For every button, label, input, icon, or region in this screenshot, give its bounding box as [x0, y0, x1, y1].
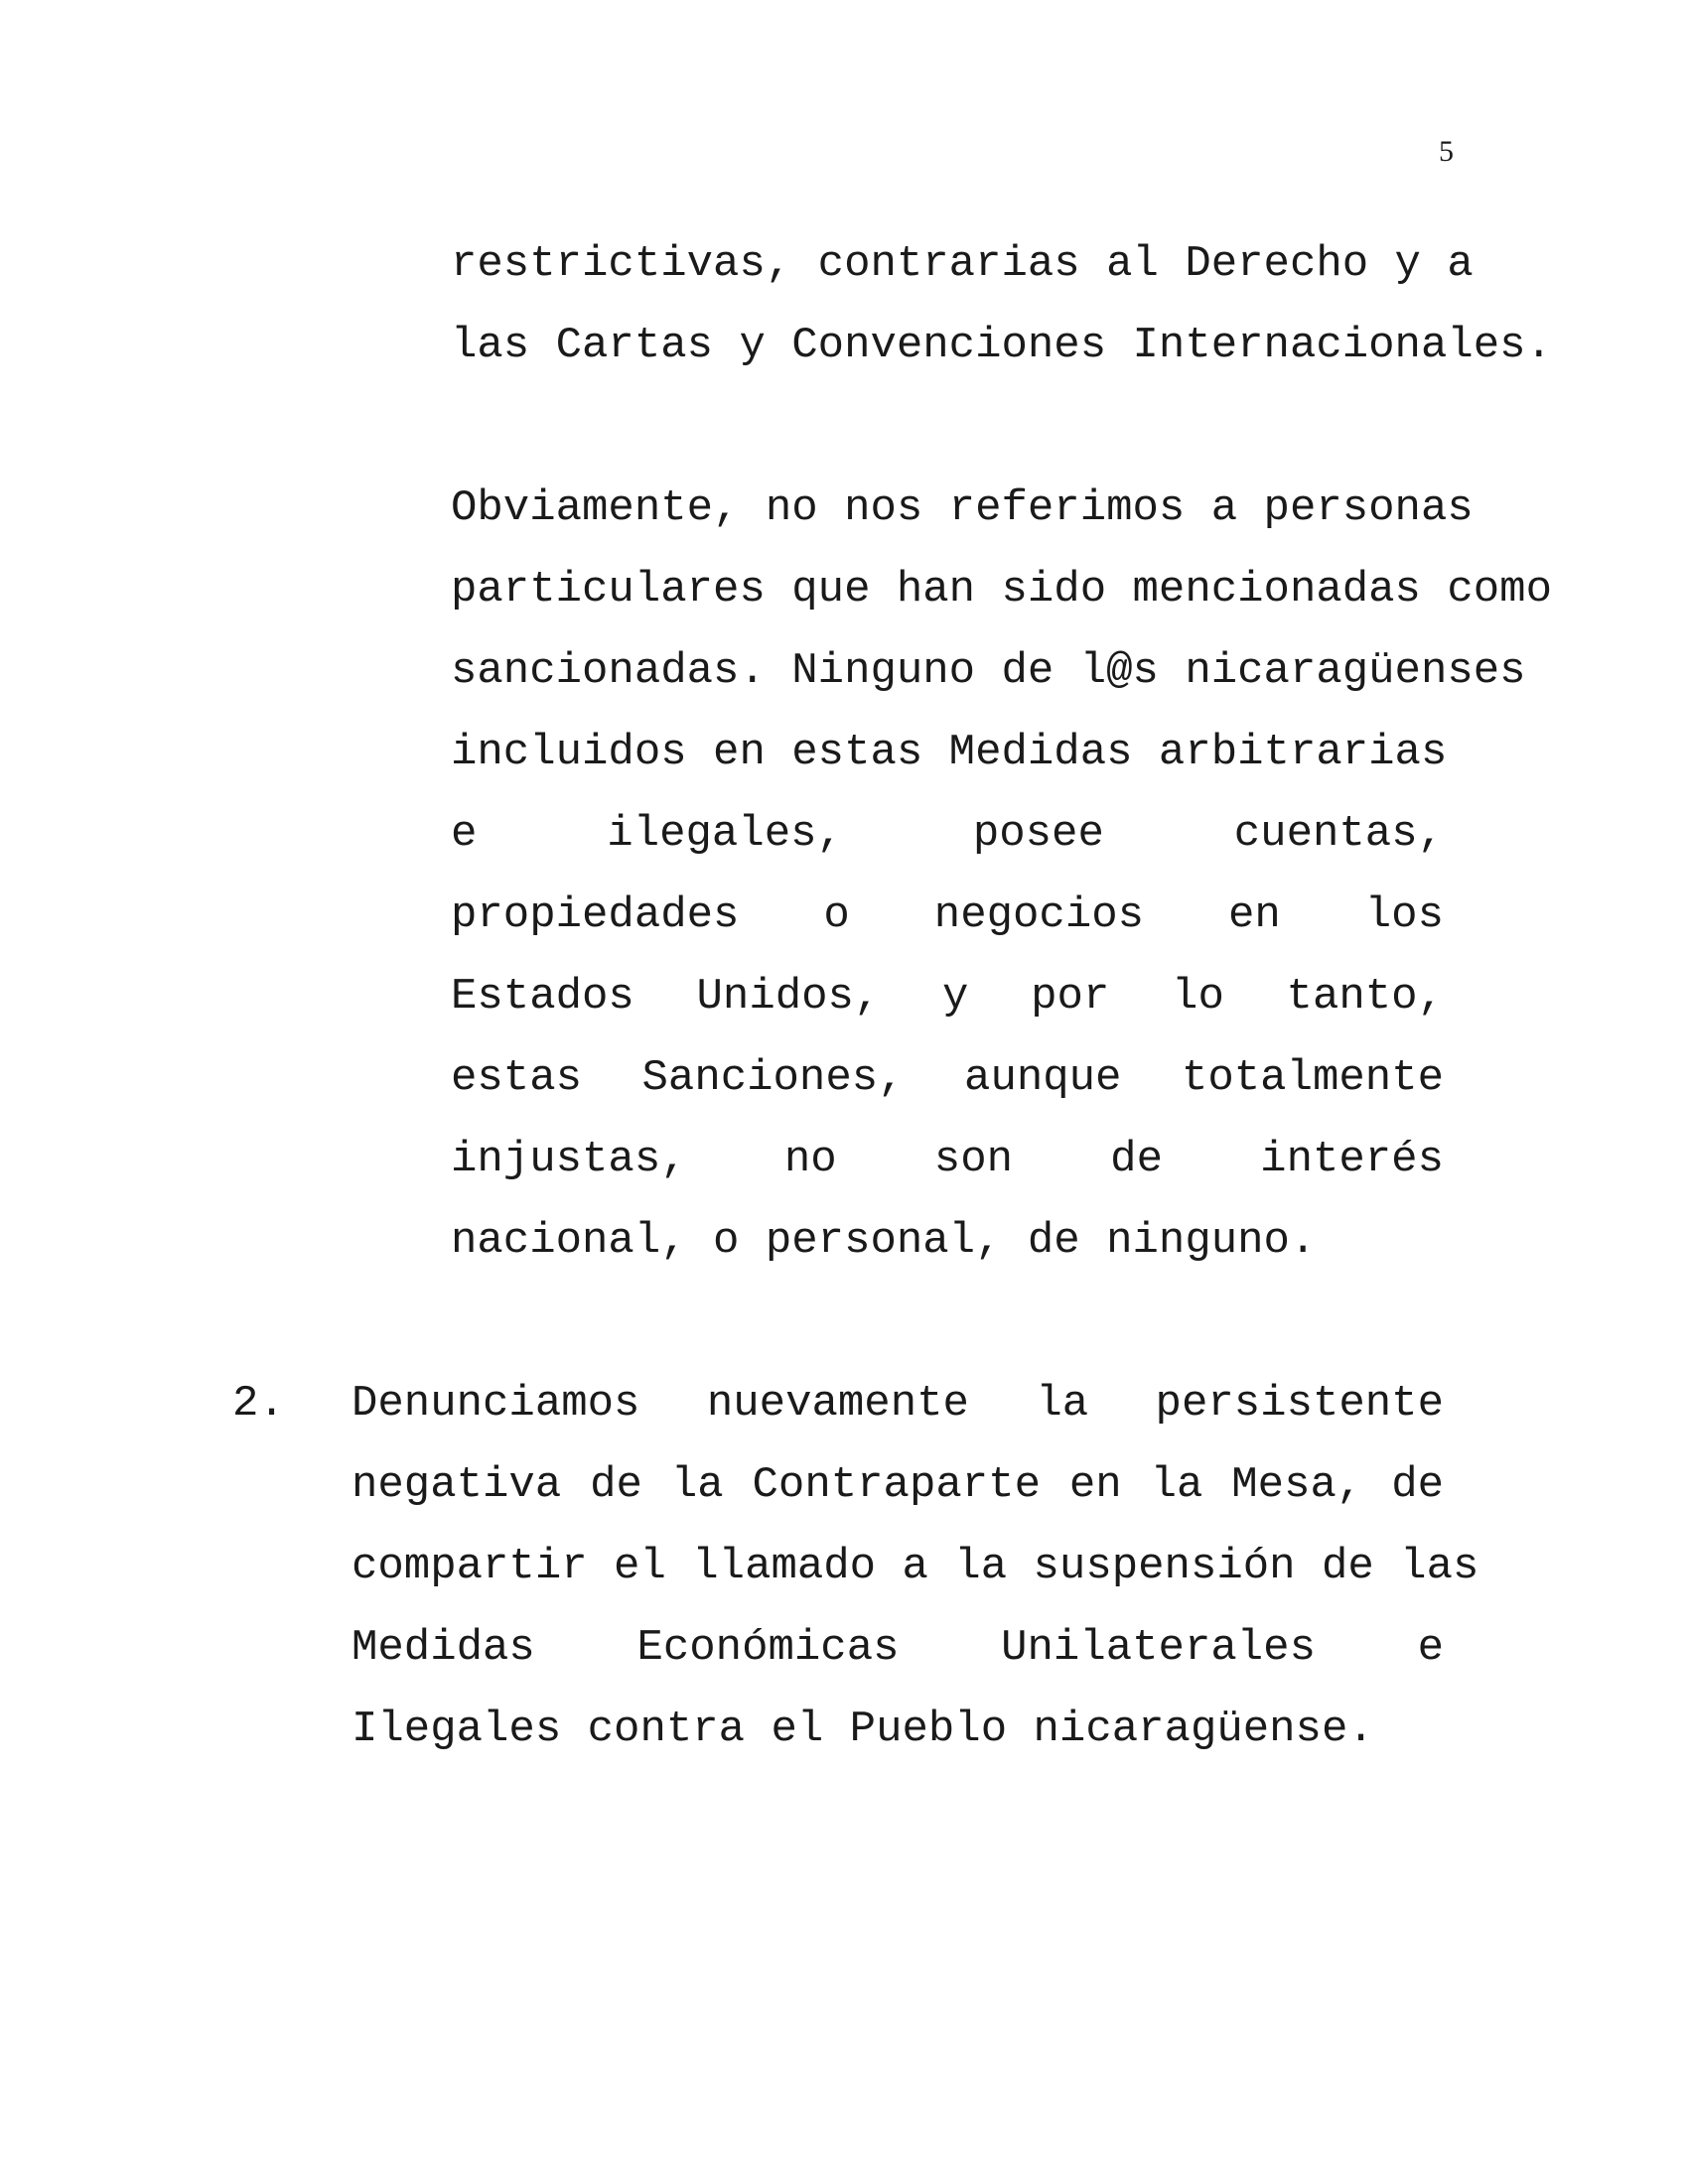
text-line: incluidos en estas Medidas arbitrarias [451, 728, 1448, 777]
text-line: compartir el llamado a la suspensión de las [352, 1542, 1479, 1591]
text-line: injustas, no son de interés [451, 1135, 1444, 1184]
text-line: restrictivas, contrarias al Derecho y a [451, 239, 1474, 289]
text-line: e ilegales, posee cuentas, [451, 809, 1444, 859]
page-number: 5 [1439, 135, 1454, 168]
text-line: sancionadas. Ninguno de l@s nicaragüenses [451, 646, 1526, 696]
text-line: negativa de la Contraparte en la Mesa, de [352, 1460, 1444, 1510]
text-line: Estados Unidos, y por lo tanto, [451, 972, 1444, 1022]
text-line: propiedades o negocios en los [451, 890, 1444, 940]
text-line: nacional, o personal, de ninguno. [451, 1216, 1317, 1266]
text-line: particulares que han sido mencionadas como [451, 565, 1552, 614]
text-line: estas Sanciones, aunque totalmente [451, 1053, 1444, 1103]
text-line: las Cartas y Convenciones Internacionales. [451, 321, 1552, 370]
text-line: Ilegales contra el Pueblo nicaragüense. [352, 1705, 1374, 1754]
text-line: Medidas Económicas Unilaterales e [352, 1623, 1444, 1673]
text-line: Denunciamos nuevamente la persistente [352, 1379, 1444, 1429]
text-line: Obviamente, no nos referimos a personas [451, 483, 1474, 533]
item-number: 2. [232, 1379, 285, 1429]
